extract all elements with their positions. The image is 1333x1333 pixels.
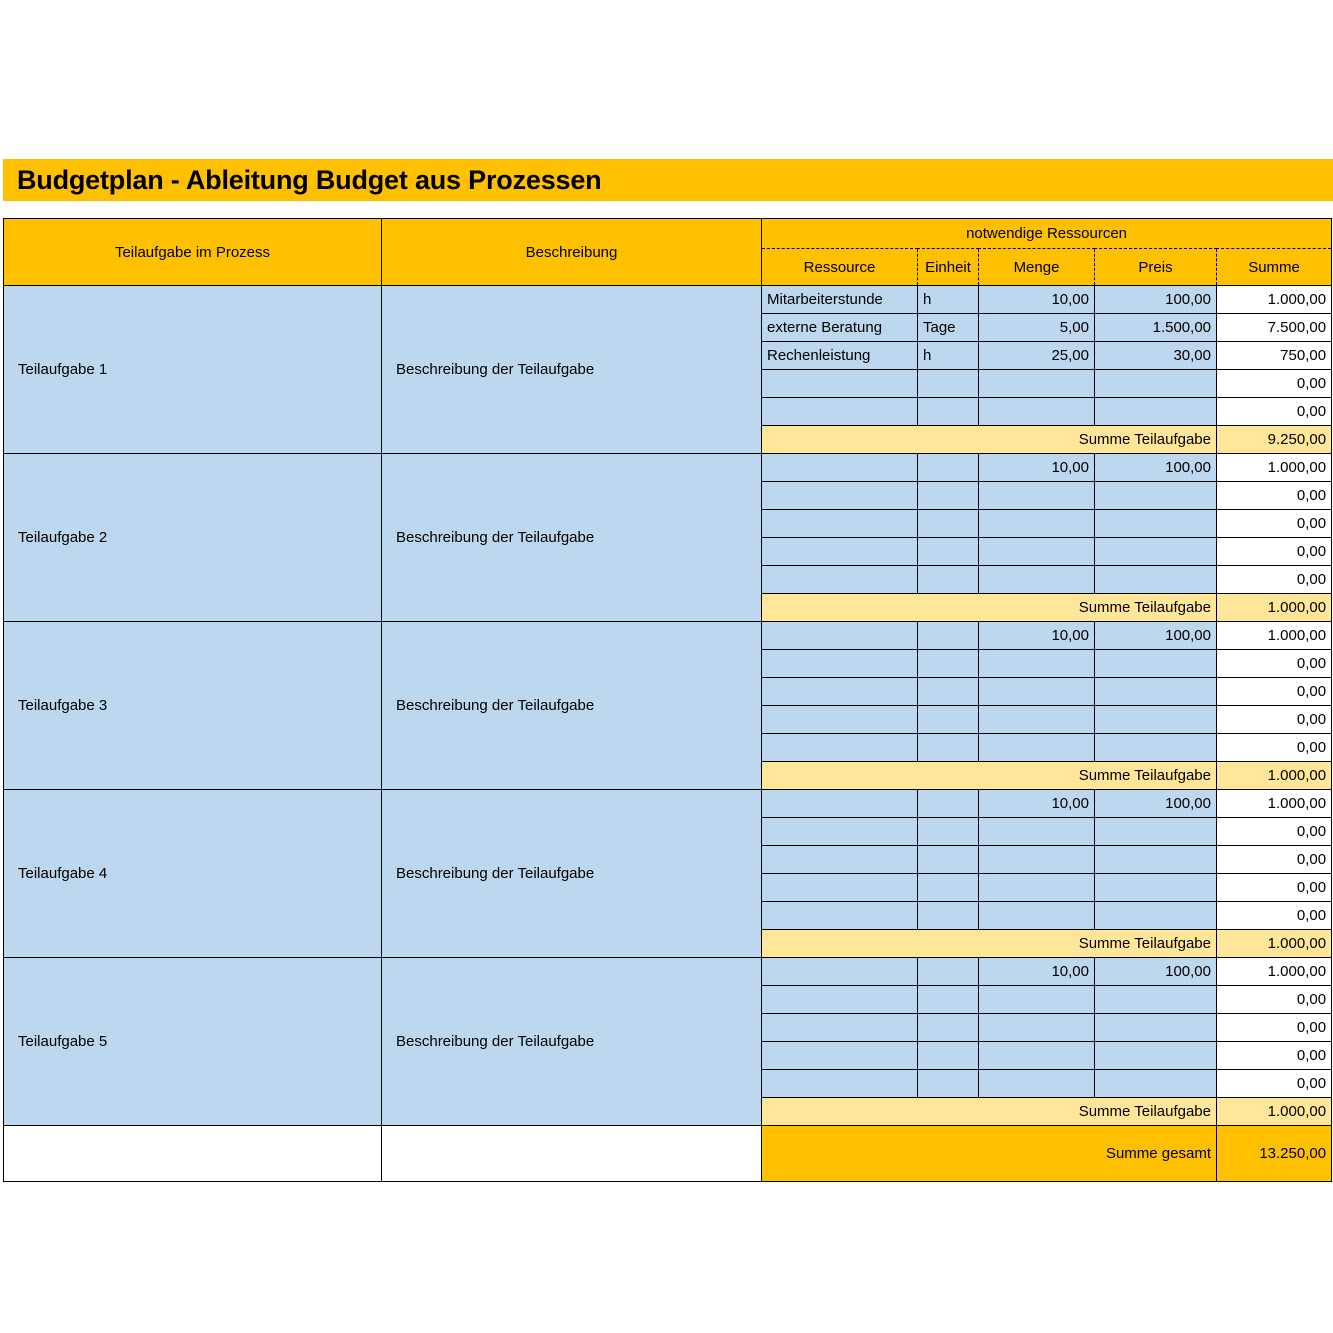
subtotal-value: 9.250,00: [1217, 426, 1332, 454]
resource-sum-cell[interactable]: 0,00: [1217, 1070, 1332, 1098]
resource-quantity-cell[interactable]: 25,00: [979, 342, 1095, 370]
resource-quantity-cell[interactable]: 10,00: [979, 622, 1095, 650]
task-description-cell[interactable]: Beschreibung der Teilaufgabe: [382, 790, 762, 958]
column-header-description: Beschreibung: [382, 219, 762, 286]
resource-quantity-cell[interactable]: 5,00: [979, 314, 1095, 342]
resource-quantity-cell[interactable]: [979, 986, 1095, 1014]
resource-price-cell[interactable]: [1095, 902, 1217, 930]
table-body: [4, 286, 1332, 1182]
resource-resource-cell[interactable]: [762, 538, 918, 566]
resource-unit-cell[interactable]: [918, 398, 979, 426]
resource-quantity-cell[interactable]: [979, 678, 1095, 706]
resource-sum-cell[interactable]: 1.000,00: [1217, 622, 1332, 650]
resource-resource-cell[interactable]: [762, 566, 918, 594]
resource-row: [4, 622, 1332, 650]
column-header-price: Preis: [1095, 249, 1217, 286]
resource-resource-cell[interactable]: Mitarbeiterstunde: [762, 286, 918, 314]
grand-total-spacer-task: [4, 1126, 382, 1182]
resource-unit-cell[interactable]: [918, 454, 979, 482]
resource-row: [4, 958, 1332, 986]
task-name-cell[interactable]: Teilaufgabe 1: [4, 286, 382, 454]
column-header-sum: Summe: [1217, 249, 1332, 286]
page-title: Budgetplan - Ableitung Budget aus Prozessen: [17, 164, 602, 195]
resource-resource-cell[interactable]: [762, 1042, 918, 1070]
grand-total-label: Summe gesamt: [762, 1126, 1217, 1182]
grand-total-row: [4, 1126, 1332, 1182]
resource-quantity-cell[interactable]: [979, 846, 1095, 874]
resource-price-cell[interactable]: [1095, 846, 1217, 874]
resource-resource-cell[interactable]: [762, 790, 918, 818]
resource-sum-cell[interactable]: 1.000,00: [1217, 454, 1332, 482]
resource-unit-cell[interactable]: h: [918, 342, 979, 370]
subtotal-value: 1.000,00: [1217, 1098, 1332, 1126]
resource-quantity-cell[interactable]: 10,00: [979, 286, 1095, 314]
resource-price-cell[interactable]: [1095, 706, 1217, 734]
resource-sum-cell[interactable]: 0,00: [1217, 538, 1332, 566]
resource-resource-cell[interactable]: [762, 678, 918, 706]
resource-quantity-cell[interactable]: [979, 398, 1095, 426]
resource-quantity-cell[interactable]: [979, 818, 1095, 846]
column-header-quantity: Menge: [979, 249, 1095, 286]
subtotal-label: Summe Teilaufgabe: [762, 762, 1217, 790]
resource-price-cell[interactable]: 100,00: [1095, 622, 1217, 650]
task-name-cell[interactable]: Teilaufgabe 5: [4, 958, 382, 1126]
resource-quantity-cell[interactable]: [979, 874, 1095, 902]
subtotal-value: 1.000,00: [1217, 930, 1332, 958]
subtotal-label: Summe Teilaufgabe: [762, 594, 1217, 622]
resource-resource-cell[interactable]: [762, 874, 918, 902]
resource-resource-cell[interactable]: [762, 818, 918, 846]
resource-quantity-cell[interactable]: [979, 370, 1095, 398]
resource-sum-cell[interactable]: 0,00: [1217, 510, 1332, 538]
resource-unit-cell[interactable]: [918, 902, 979, 930]
resource-sum-cell[interactable]: 0,00: [1217, 370, 1332, 398]
resource-sum-cell[interactable]: 0,00: [1217, 902, 1332, 930]
task-description-cell[interactable]: Beschreibung der Teilaufgabe: [382, 454, 762, 622]
resource-quantity-cell[interactable]: [979, 706, 1095, 734]
resource-price-cell[interactable]: [1095, 818, 1217, 846]
resource-sum-cell[interactable]: 750,00: [1217, 342, 1332, 370]
resource-sum-cell[interactable]: 0,00: [1217, 874, 1332, 902]
column-header-unit: Einheit: [918, 249, 979, 286]
resource-quantity-cell[interactable]: [979, 650, 1095, 678]
resource-quantity-cell[interactable]: 10,00: [979, 790, 1095, 818]
resource-row: [4, 790, 1332, 818]
grand-total-value: 13.250,00: [1217, 1126, 1332, 1182]
subtotal-value: 1.000,00: [1217, 762, 1332, 790]
resource-price-cell[interactable]: [1095, 1042, 1217, 1070]
grand-total-spacer-description: [382, 1126, 762, 1182]
resource-price-cell[interactable]: [1095, 874, 1217, 902]
resource-unit-cell[interactable]: [918, 566, 979, 594]
resource-resource-cell[interactable]: [762, 958, 918, 986]
resource-unit-cell[interactable]: [918, 1070, 979, 1098]
resource-resource-cell[interactable]: [762, 734, 918, 762]
task-name-cell[interactable]: Teilaufgabe 3: [4, 622, 382, 790]
resource-sum-cell[interactable]: 0,00: [1217, 678, 1332, 706]
resource-unit-cell[interactable]: [918, 370, 979, 398]
resource-sum-cell[interactable]: 7.500,00: [1217, 314, 1332, 342]
resource-sum-cell[interactable]: 0,00: [1217, 846, 1332, 874]
resource-sum-cell[interactable]: 1.000,00: [1217, 790, 1332, 818]
resource-sum-cell[interactable]: 0,00: [1217, 986, 1332, 1014]
resource-quantity-cell[interactable]: [979, 734, 1095, 762]
resource-unit-cell[interactable]: [918, 818, 979, 846]
resource-resource-cell[interactable]: [762, 650, 918, 678]
resource-price-cell[interactable]: 100,00: [1095, 790, 1217, 818]
resource-resource-cell[interactable]: [762, 1070, 918, 1098]
resource-quantity-cell[interactable]: [979, 1014, 1095, 1042]
resource-quantity-cell[interactable]: 10,00: [979, 454, 1095, 482]
resource-sum-cell[interactable]: 0,00: [1217, 818, 1332, 846]
resource-resource-cell[interactable]: [762, 622, 918, 650]
resource-resource-cell[interactable]: [762, 454, 918, 482]
column-header-resource: Ressource: [762, 249, 918, 286]
resource-price-cell[interactable]: [1095, 734, 1217, 762]
resource-price-cell[interactable]: [1095, 510, 1217, 538]
resource-row: [4, 454, 1332, 482]
resource-sum-cell[interactable]: 0,00: [1217, 650, 1332, 678]
column-header-resources-group: notwendige Ressourcen: [762, 219, 1332, 249]
resource-price-cell[interactable]: 100,00: [1095, 454, 1217, 482]
resource-price-cell[interactable]: [1095, 538, 1217, 566]
document-title-bar: [3, 159, 1333, 201]
resource-resource-cell[interactable]: [762, 846, 918, 874]
resource-price-cell[interactable]: 1.500,00: [1095, 314, 1217, 342]
resource-unit-cell[interactable]: [918, 482, 979, 510]
header-row-top: [4, 219, 1332, 249]
resource-resource-cell[interactable]: [762, 986, 918, 1014]
subtotal-value: 1.000,00: [1217, 594, 1332, 622]
resource-unit-cell[interactable]: [918, 734, 979, 762]
resource-unit-cell[interactable]: [918, 1014, 979, 1042]
resource-unit-cell[interactable]: [918, 958, 979, 986]
resource-quantity-cell[interactable]: [979, 1070, 1095, 1098]
resource-quantity-cell[interactable]: [979, 538, 1095, 566]
resource-unit-cell[interactable]: [918, 510, 979, 538]
task-description-cell[interactable]: Beschreibung der Teilaufgabe: [382, 622, 762, 790]
resource-unit-cell[interactable]: [918, 986, 979, 1014]
resource-quantity-cell[interactable]: [979, 510, 1095, 538]
resource-resource-cell[interactable]: [762, 510, 918, 538]
resource-sum-cell[interactable]: 0,00: [1217, 1014, 1332, 1042]
resource-unit-cell[interactable]: [918, 706, 979, 734]
resource-unit-cell[interactable]: [918, 1042, 979, 1070]
resource-resource-cell[interactable]: [762, 902, 918, 930]
resource-sum-cell[interactable]: 0,00: [1217, 482, 1332, 510]
table-header: [4, 219, 1332, 286]
task-description-cell[interactable]: Beschreibung der Teilaufgabe: [382, 958, 762, 1126]
resource-unit-cell[interactable]: [918, 622, 979, 650]
task-name-cell[interactable]: Teilaufgabe 4: [4, 790, 382, 958]
resource-unit-cell[interactable]: [918, 846, 979, 874]
resource-quantity-cell[interactable]: [979, 1042, 1095, 1070]
task-description-cell[interactable]: Beschreibung der Teilaufgabe: [382, 286, 762, 454]
resource-resource-cell[interactable]: [762, 1014, 918, 1042]
resource-quantity-cell[interactable]: 10,00: [979, 958, 1095, 986]
resource-quantity-cell[interactable]: [979, 902, 1095, 930]
resource-sum-cell[interactable]: 0,00: [1217, 706, 1332, 734]
budget-plan-table: [3, 218, 1332, 1182]
resource-resource-cell[interactable]: externe Beratung: [762, 314, 918, 342]
column-header-task: Teilaufgabe im Prozess: [4, 219, 382, 286]
resource-quantity-cell[interactable]: [979, 566, 1095, 594]
resource-quantity-cell[interactable]: [979, 482, 1095, 510]
resource-unit-cell[interactable]: [918, 650, 979, 678]
resource-sum-cell[interactable]: 0,00: [1217, 1042, 1332, 1070]
subtotal-label: Summe Teilaufgabe: [762, 1098, 1217, 1126]
resource-price-cell[interactable]: [1095, 650, 1217, 678]
resource-price-cell[interactable]: [1095, 482, 1217, 510]
resource-sum-cell[interactable]: 0,00: [1217, 734, 1332, 762]
resource-unit-cell[interactable]: h: [918, 286, 979, 314]
resource-price-cell[interactable]: 30,00: [1095, 342, 1217, 370]
task-name-cell[interactable]: Teilaufgabe 2: [4, 454, 382, 622]
resource-resource-cell[interactable]: [762, 482, 918, 510]
resource-resource-cell[interactable]: [762, 398, 918, 426]
resource-resource-cell[interactable]: Rechenleistung: [762, 342, 918, 370]
resource-price-cell[interactable]: 100,00: [1095, 286, 1217, 314]
resource-price-cell[interactable]: [1095, 986, 1217, 1014]
resource-price-cell[interactable]: [1095, 678, 1217, 706]
resource-resource-cell[interactable]: [762, 706, 918, 734]
resource-price-cell[interactable]: [1095, 370, 1217, 398]
resource-sum-cell[interactable]: 0,00: [1217, 398, 1332, 426]
resource-price-cell[interactable]: [1095, 1014, 1217, 1042]
resource-resource-cell[interactable]: [762, 370, 918, 398]
resource-unit-cell[interactable]: Tage: [918, 314, 979, 342]
subtotal-label: Summe Teilaufgabe: [762, 426, 1217, 454]
subtotal-label: Summe Teilaufgabe: [762, 930, 1217, 958]
resource-unit-cell[interactable]: [918, 538, 979, 566]
resource-sum-cell[interactable]: 1.000,00: [1217, 958, 1332, 986]
resource-sum-cell[interactable]: 0,00: [1217, 566, 1332, 594]
resource-price-cell[interactable]: 100,00: [1095, 958, 1217, 986]
resource-unit-cell[interactable]: [918, 678, 979, 706]
resource-price-cell[interactable]: [1095, 566, 1217, 594]
resource-unit-cell[interactable]: [918, 790, 979, 818]
resource-price-cell[interactable]: [1095, 398, 1217, 426]
resource-row: [4, 286, 1332, 314]
resource-price-cell[interactable]: [1095, 1070, 1217, 1098]
resource-unit-cell[interactable]: [918, 874, 979, 902]
resource-sum-cell[interactable]: 1.000,00: [1217, 286, 1332, 314]
